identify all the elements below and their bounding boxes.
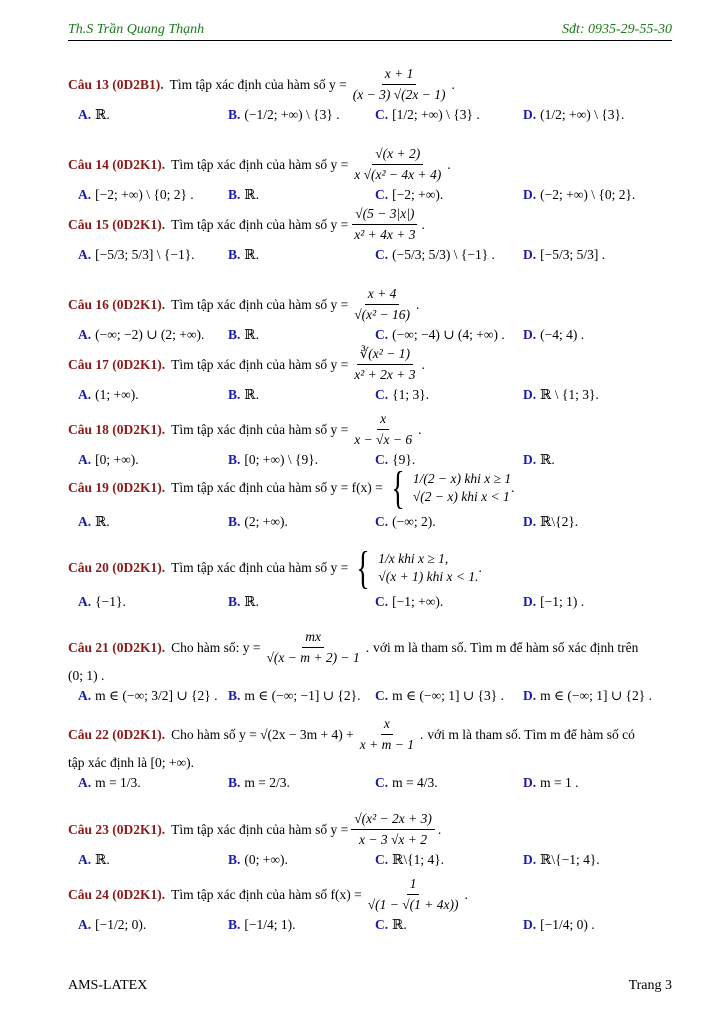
answer-option[interactable] [523,916,595,934]
answer-option[interactable] [375,513,436,531]
option-key: C. [375,514,389,529]
option-text: m ∈ (−∞; −1] ∪ {2}. [244,688,361,703]
answer-option[interactable] [78,774,141,792]
option-key: D. [523,452,537,467]
option-text: m ∈ (−∞; 1] ∪ {3} . [392,688,504,703]
question-item [68,345,672,408]
denominator: x √(x² − 4x + 4) [354,167,442,182]
option-key: A. [78,917,92,932]
option-text: ℝ. [244,387,259,402]
answer-option[interactable] [375,326,505,344]
option-text: ℝ. [244,187,259,202]
answer-option[interactable] [523,386,599,404]
question-item [68,810,672,873]
denominator: x + m − 1 [359,737,414,752]
formula-fraction [264,628,363,667]
denominator: √(x² − 16) [354,307,411,322]
option-key: B. [228,688,241,703]
option-key: B. [228,247,241,262]
question-text: Cho hàm số y = √(2x − 3m + 4) + [171,726,354,742]
numerator: √(5 − 3|x|) [352,205,417,225]
question-tail: với m là tham số. Tìm m để hàm số có [427,726,635,742]
answer-option[interactable] [228,851,288,869]
answer-option[interactable] [375,106,480,124]
answer-option[interactable] [375,593,443,611]
numerator: x [381,715,393,735]
option-key: D. [523,852,537,867]
option-text: (−1/2; +∞) \ {3} . [244,107,340,122]
option-text: (−∞; −4) ∪ (4; +∞) . [392,327,505,342]
formula-fraction [357,715,417,754]
question-item [68,65,672,128]
option-key: B. [228,187,241,202]
option-key: B. [228,327,241,342]
answer-option[interactable] [228,687,361,705]
answer-options [68,774,672,796]
formula-fraction [351,205,418,244]
question-id: Câu 21 (0D2K1). [68,639,166,655]
question-item [68,205,672,268]
option-key: D. [523,594,537,609]
option-text: [0; +∞) \ {9}. [244,452,319,467]
question-text: Tìm tập xác định của hàm số y = [171,821,349,837]
denominator: √(x − m + 2) − 1 [266,650,360,665]
page-header [68,20,672,41]
formula-fraction [351,285,413,324]
option-key: A. [78,452,92,467]
piecewise-case: √(2 − x) khi x < 1 [412,489,510,504]
formula-fraction [350,65,449,104]
option-text: ℝ. [244,594,259,609]
option-key: C. [375,107,389,122]
option-text: (−∞; 2). [392,514,436,529]
answer-option[interactable] [523,851,600,869]
option-key: B. [228,852,241,867]
question-item [68,145,672,208]
answer-option[interactable] [375,916,407,934]
answer-option[interactable] [523,687,652,705]
option-key: D. [523,187,537,202]
piecewise-function [352,542,479,593]
answer-option[interactable] [78,513,110,531]
piecewise-case: 1/x khi x ≥ 1, [378,551,449,566]
question-id: Câu 16 (0D2K1). [68,296,166,312]
option-key: A. [78,247,92,262]
option-key: A. [78,688,92,703]
option-key: C. [375,187,389,202]
denominator: x − 3 √x + 2 [359,832,428,847]
numerator: mx [302,628,324,648]
answer-option[interactable] [375,186,443,204]
option-text: m ∈ (−∞; 1] ∪ {2} . [540,688,652,703]
option-key: B. [228,917,241,932]
question-stem: Câu 20 (0D2K1). Tìm tập xác định của hàm số y = { 1/x khi x ≥ 1, √(x + 1) khi x < 1. . [68,542,482,593]
option-key: D. [523,688,537,703]
numerator: 1 [407,875,420,895]
question-continuation: tập xác định là [0; +∞). [68,755,194,770]
option-key: A. [78,852,92,867]
question-stem: Câu 13 (0D2B1). Tìm tập xác định của hàm số y = $\frac{x + 1}{(x - 3) √(2x - 1)}$ . [68,66,455,102]
formula-fraction [365,875,462,914]
option-text: ℝ. [95,107,110,122]
option-key: D. [523,387,537,402]
option-text: m = 2/3. [244,775,290,790]
option-key: D. [523,775,537,790]
option-text: (1/2; +∞) \ {3}. [540,107,625,122]
question-id: Câu 13 (0D2B1). [68,76,164,92]
option-key: A. [78,594,92,609]
question-stem: Câu 14 (0D2K1). Tìm tập xác định của hàm số y = $\frac{√(x + 2)}{\text{x √(x² − 4x + 4)}}$ . [68,146,451,182]
option-text: (−4; 4) . [540,327,585,342]
question-item [68,628,672,709]
denominator: x² + 4x + 3 [354,227,416,242]
answer-option[interactable] [228,106,340,124]
question-continuation: (0; 1) . [68,668,105,683]
question-stem: Câu 15 (0D2K1). Tìm tập xác định của hàm số y = $\frac{√(5 - 3|x|)}{\text{x² + 4x + 3}}$ . [68,206,425,242]
option-key: D. [523,514,537,529]
option-text: [0; +∞). [95,452,139,467]
question-text: Cho hàm số: y = [171,639,261,655]
question-item [68,410,672,473]
option-text: [−1/2; 0). [95,917,147,932]
option-key: B. [228,775,241,790]
question-item [68,462,672,535]
option-text: ℝ \ {1; 3}. [540,387,599,402]
option-key: D. [523,917,537,932]
question-text: Tìm tập xác định của hàm số y = [171,156,349,172]
question-item [68,875,672,938]
question-text: Tìm tập xác định của hàm số y = f(x) = [171,480,383,495]
answer-option[interactable] [78,186,194,204]
option-text: (0; +∞). [244,852,288,867]
option-key: A. [78,775,92,790]
question-stem: Câu 24 (0D2K1). Tìm tập xác định của hàm số f(x) = $\frac{1}{√(1 - √(1 + 4x))}$ . [68,876,468,912]
answer-options [68,386,672,408]
option-text: ℝ. [95,852,110,867]
option-text: m = 4/3. [392,775,438,790]
answer-option[interactable] [375,851,444,869]
question-stem: Câu 21 (0D2K1). Cho hàm số: y = $\frac{mx}{√(x - m + 2) - 1}$ . với m là tham số. Tìm m để hàm số xác định trên [68,629,639,665]
question-text: Tìm tập xác định của hàm số y = [169,76,347,92]
page-number: Trang 3 [628,978,672,993]
option-text: m = 1/3. [95,775,141,790]
question-stem: Câu 16 (0D2K1). Tìm tập xác định của hàm số y = $\frac{x + 4}{\text{√(x² − 16)}}$ . [68,286,420,322]
numerator: x + 4 [365,285,400,305]
option-text: ℝ\{1; 4}. [392,852,445,867]
answer-option[interactable] [78,687,218,705]
option-key: A. [78,107,92,122]
option-key: C. [375,688,389,703]
author-name: Th.S Trần Quang Thạnh [68,22,205,37]
numerator: √(x + 2) [372,145,423,165]
piecewise-case: √(x + 1) khi x < 1. [378,569,479,584]
question-item [68,285,672,348]
brace-symbol: { [356,542,370,593]
answer-option[interactable] [78,326,204,344]
answer-option[interactable] [523,186,635,204]
option-text: [1/2; +∞) \ {3} . [392,107,480,122]
question-stem: Câu 17 (0D2K1). Tìm tập xác định của hàm số y = $\frac{\text{∛(x² − 1)}}{\text{x² + 2x + 3}}$ . [68,346,425,382]
option-key: B. [228,107,241,122]
question-stem: Câu 22 (0D2K1). Cho hàm số y = √(2x − 3m + 4) + $\frac{x}{x + m - 1}$ . với m là tham số. Tìm m để hàm số có [68,716,635,752]
option-text: [−1/4; 0) . [540,917,595,932]
option-text: {1; 3}. [392,387,430,402]
question-item [68,542,672,615]
option-text: [−2; +∞) \ {0; 2} . [95,187,194,202]
numerator: √(x² − 2x + 3) [351,810,435,830]
option-text: [−1/4; 1). [244,917,296,932]
answer-option[interactable] [78,593,126,611]
answer-option[interactable] [78,106,110,124]
denominator: (x − 3) √(2x − 1) [352,87,446,102]
question-stem: Câu 19 (0D2K1). Tìm tập xác định của hàm số y = f(x) = { 1/(2 − x) khi x ≥ 1 √(2 − x) khi x < 1 . [68,462,515,513]
option-text: ℝ. [392,917,407,932]
option-key: C. [375,452,389,467]
answer-option[interactable] [78,246,195,264]
option-key: C. [375,775,389,790]
answer-option[interactable] [523,326,584,344]
answer-option[interactable] [78,851,110,869]
question-id: Câu 19 (0D2K1). [68,480,166,495]
answer-option[interactable] [228,186,259,204]
option-key: C. [375,387,389,402]
answer-option[interactable] [228,513,288,531]
answer-option[interactable] [78,916,146,934]
option-text: ℝ\{−1; 4}. [540,852,600,867]
formula-fraction [351,145,444,184]
denominator: x − √x − 6 [354,432,413,447]
question-stem: Câu 23 (0D2K1). Tìm tập xác định của hàm số y = $\frac{\text{√(x² − 2x + 3)}}{x - 3 √x + 2}$ . [68,811,442,847]
option-text: {9}. [392,452,416,467]
question-text: Tìm tập xác định của hàm số f(x) = [171,886,362,902]
option-key: B. [228,452,241,467]
answer-option[interactable] [523,774,579,792]
answer-options [68,687,672,709]
answer-options [68,513,672,535]
answer-options [68,593,672,615]
option-text: [−1; 1) . [540,594,585,609]
option-text: (−∞; −2) ∪ (2; +∞). [95,327,205,342]
option-text: (−2; +∞) \ {0; 2}. [540,187,636,202]
question-id: Câu 23 (0D2K1). [68,821,166,837]
option-text: [−5/3; 5/3] . [540,247,606,262]
option-text: m ∈ (−∞; 3/2] ∪ {2} . [95,688,218,703]
answer-options [68,916,672,938]
answer-option[interactable] [375,687,504,705]
option-key: A. [78,327,92,342]
option-key: A. [78,514,92,529]
answer-option[interactable] [523,593,584,611]
option-text: (2; +∞). [244,514,288,529]
option-key: C. [375,327,389,342]
piecewise-case: 1/(2 − x) khi x ≥ 1 [412,471,512,486]
option-text: [−1; +∞). [392,594,444,609]
option-text: ℝ. [244,247,259,262]
option-key: B. [228,594,241,609]
option-key: A. [78,187,92,202]
answer-option[interactable] [523,513,578,531]
answer-options [68,106,672,128]
option-key: D. [523,107,537,122]
question-id: Câu 15 (0D2K1). [68,216,166,232]
question-text: Tìm tập xác định của hàm số y = [171,216,349,232]
option-key: A. [78,387,92,402]
ams-latex-logo: AMS-LATEX [68,978,148,993]
option-text: {−1}. [95,594,126,609]
question-text: Tìm tập xác định của hàm số y = [171,356,349,372]
question-id: Câu 14 (0D2K1). [68,156,166,172]
option-text: ℝ. [244,327,259,342]
option-key: D. [523,327,537,342]
numerator: x [377,410,389,430]
option-key: B. [228,514,241,529]
question-tail: với m là tham số. Tìm m để hàm số xác định trên [373,639,639,655]
option-key: C. [375,594,389,609]
option-text: [−2; +∞). [392,187,444,202]
brace-symbol: { [391,462,405,513]
answer-option[interactable] [228,593,259,611]
numerator: ∛(x² − 1) [357,345,413,365]
answer-options [68,246,672,268]
piecewise-function [387,462,512,513]
phone-number: Sđt: 0935-29-55-30 [561,22,672,37]
denominator: x² + 2x + 3 [354,367,416,382]
answer-option[interactable] [375,774,438,792]
formula-fraction [351,810,435,849]
answer-option[interactable] [78,386,139,404]
answer-option[interactable] [228,246,259,264]
formula-fraction [351,345,418,384]
answer-option[interactable] [228,386,259,404]
question-item [68,715,672,796]
denominator: √(1 − √(1 + 4x)) [367,897,459,912]
option-text: (−5/3; 5/3) \ {−1} . [392,247,495,262]
formula-fraction [351,410,415,449]
question-id: Câu 20 (0D2K1). [68,560,166,575]
answer-options [68,851,672,873]
option-text: m = 1 . [540,775,579,790]
option-key: C. [375,247,389,262]
option-text: ℝ. [95,514,110,529]
question-text: Tìm tập xác định của hàm số y = [171,296,349,312]
question-text: Tìm tập xác định của hàm số y = [171,560,349,575]
answer-option[interactable] [228,326,259,344]
question-id: Câu 17 (0D2K1). [68,356,166,372]
question-text: Tìm tập xác định của hàm số y = [171,421,349,437]
option-text: (1; +∞). [95,387,139,402]
option-key: C. [375,917,389,932]
answer-option[interactable] [228,916,296,934]
question-id: Câu 24 (0D2K1). [68,886,166,902]
option-text: [−5/3; 5/3] \ {−1}. [95,247,195,262]
option-key: D. [523,247,537,262]
question-id: Câu 22 (0D2K1). [68,726,166,742]
answer-option[interactable] [375,386,429,404]
answer-option[interactable] [523,106,624,124]
numerator: x + 1 [382,65,417,85]
answer-option[interactable] [375,246,495,264]
question-id: Câu 18 (0D2K1). [68,421,166,437]
option-text: ℝ. [540,452,555,467]
answer-option[interactable] [523,246,605,264]
option-key: B. [228,387,241,402]
option-text: ℝ\{2}. [540,514,579,529]
option-key: C. [375,852,389,867]
question-stem: Câu 18 (0D2K1). Tìm tập xác định của hàm số y = $\frac{x}{x - √x - 6}$ . [68,411,422,447]
answer-option[interactable] [228,774,290,792]
